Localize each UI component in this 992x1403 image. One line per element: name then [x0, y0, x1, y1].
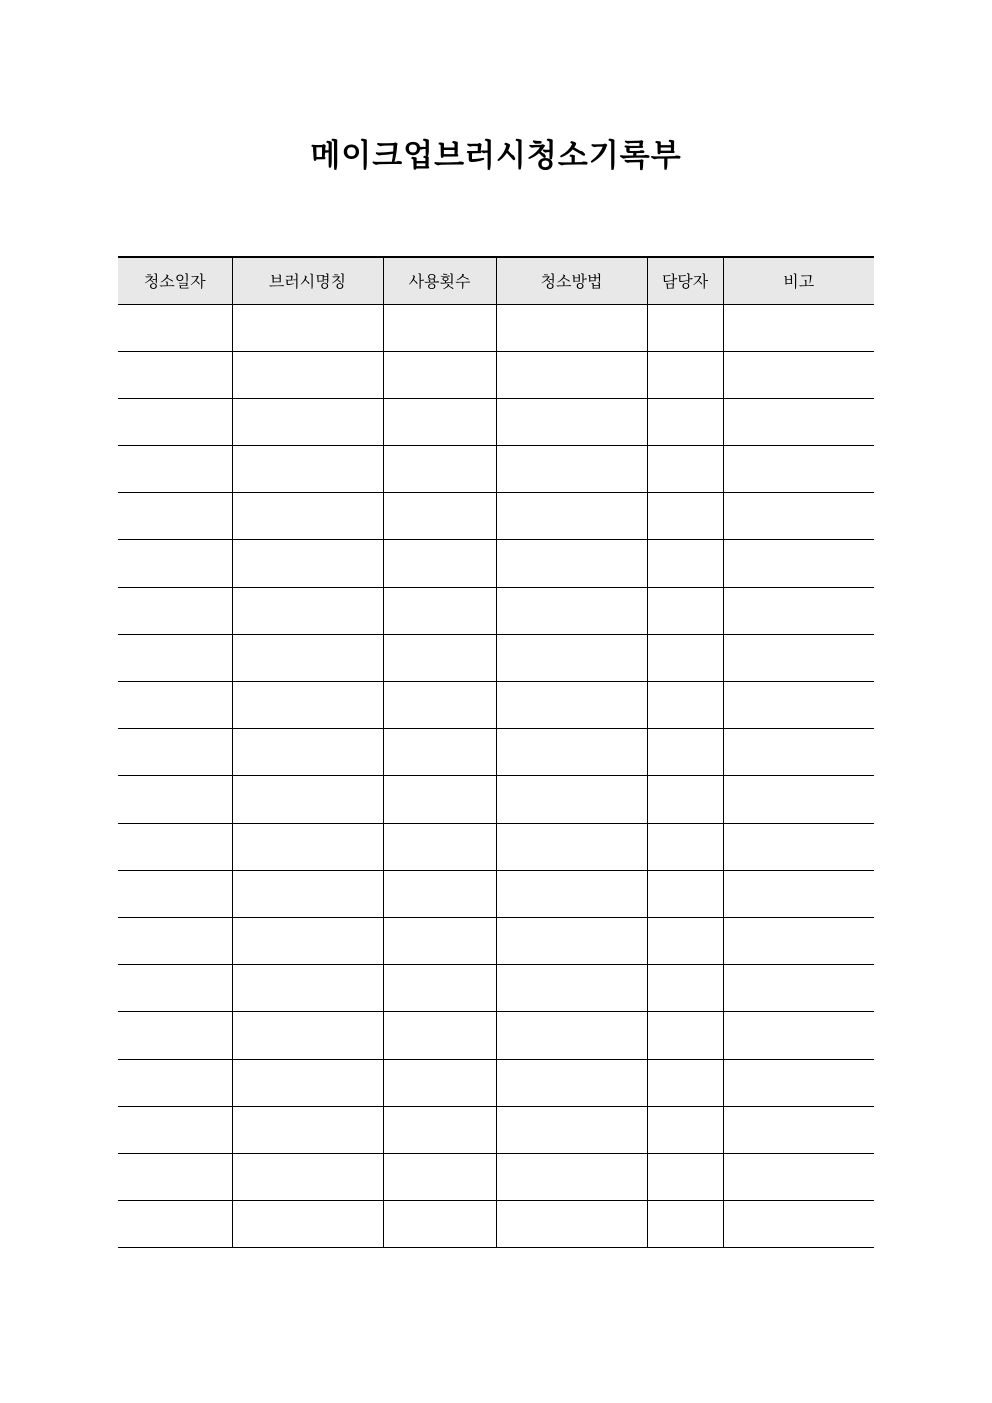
table-row [118, 1201, 874, 1248]
table-row [118, 493, 874, 540]
cleaning-date-cell[interactable] [118, 682, 232, 729]
table-row [118, 965, 874, 1012]
cleaning-method-cell[interactable] [496, 587, 647, 634]
brush-name-cell[interactable] [232, 446, 383, 493]
person-in-charge-cell[interactable] [647, 682, 723, 729]
usage-count-cell[interactable] [383, 965, 496, 1012]
usage-count-cell[interactable] [383, 682, 496, 729]
brush-name-cell[interactable] [232, 587, 383, 634]
remarks-cell[interactable] [723, 634, 874, 681]
table-row [118, 1106, 874, 1153]
remarks-cell[interactable] [723, 1012, 874, 1059]
brush-name-cell[interactable] [232, 823, 383, 870]
brush-name-cell[interactable] [232, 1153, 383, 1200]
brush-name-cell[interactable] [232, 1201, 383, 1248]
header-cleaning-method: 청소방법 [496, 257, 647, 304]
usage-count-cell[interactable] [383, 398, 496, 445]
usage-count-cell[interactable] [383, 351, 496, 398]
person-in-charge-cell[interactable] [647, 1201, 723, 1248]
person-in-charge-cell[interactable] [647, 634, 723, 681]
cleaning-method-cell[interactable] [496, 1059, 647, 1106]
person-in-charge-cell[interactable] [647, 493, 723, 540]
remarks-cell[interactable] [723, 493, 874, 540]
remarks-cell[interactable] [723, 351, 874, 398]
person-in-charge-cell[interactable] [647, 304, 723, 351]
cleaning-date-cell[interactable] [118, 634, 232, 681]
brush-name-cell[interactable] [232, 493, 383, 540]
cleaning-date-cell[interactable] [118, 917, 232, 964]
remarks-cell[interactable] [723, 304, 874, 351]
cleaning-date-cell[interactable] [118, 823, 232, 870]
cleaning-method-cell[interactable] [496, 540, 647, 587]
cleaning-date-cell[interactable] [118, 776, 232, 823]
header-brush-name: 브러시명칭 [232, 257, 383, 304]
usage-count-cell[interactable] [383, 1153, 496, 1200]
cleaning-date-cell[interactable] [118, 1059, 232, 1106]
brush-name-cell[interactable] [232, 1059, 383, 1106]
cleaning-method-cell[interactable] [496, 1201, 647, 1248]
table-row [118, 446, 874, 493]
header-usage-count: 사용횟수 [383, 257, 496, 304]
person-in-charge-cell[interactable] [647, 1012, 723, 1059]
table-row [118, 682, 874, 729]
table-row [118, 870, 874, 917]
brush-name-cell[interactable] [232, 540, 383, 587]
brush-name-cell[interactable] [232, 776, 383, 823]
usage-count-cell[interactable] [383, 917, 496, 964]
table-row [118, 634, 874, 681]
cleaning-method-cell[interactable] [496, 1012, 647, 1059]
usage-count-cell[interactable] [383, 634, 496, 681]
cleaning-method-cell[interactable] [496, 304, 647, 351]
page-title: 메이크업브러시청소기록부 [310, 138, 682, 174]
table-row [118, 540, 874, 587]
usage-count-cell[interactable] [383, 729, 496, 776]
person-in-charge-cell[interactable] [647, 1059, 723, 1106]
cleaning-date-cell[interactable] [118, 398, 232, 445]
brush-name-cell[interactable] [232, 682, 383, 729]
person-in-charge-cell[interactable] [647, 870, 723, 917]
usage-count-cell[interactable] [383, 304, 496, 351]
usage-count-cell[interactable] [383, 1059, 496, 1106]
table-row [118, 351, 874, 398]
cleaning-date-cell[interactable] [118, 1153, 232, 1200]
remarks-cell[interactable] [723, 1059, 874, 1106]
usage-count-cell[interactable] [383, 1201, 496, 1248]
table-row [118, 304, 874, 351]
usage-count-cell[interactable] [383, 776, 496, 823]
cleaning-method-cell[interactable] [496, 823, 647, 870]
cleaning-method-cell[interactable] [496, 729, 647, 776]
cleaning-date-cell[interactable] [118, 729, 232, 776]
remarks-cell[interactable] [723, 398, 874, 445]
person-in-charge-cell[interactable] [647, 446, 723, 493]
table-row [118, 398, 874, 445]
cleaning-date-cell[interactable] [118, 965, 232, 1012]
table-row [118, 1059, 874, 1106]
person-in-charge-cell[interactable] [647, 351, 723, 398]
cleaning-date-cell[interactable] [118, 1012, 232, 1059]
brush-name-cell[interactable] [232, 729, 383, 776]
usage-count-cell[interactable] [383, 493, 496, 540]
cleaning-date-cell[interactable] [118, 1201, 232, 1248]
usage-count-cell[interactable] [383, 823, 496, 870]
brush-name-cell[interactable] [232, 870, 383, 917]
person-in-charge-cell[interactable] [647, 398, 723, 445]
cleaning-method-cell[interactable] [496, 493, 647, 540]
brush-name-cell[interactable] [232, 351, 383, 398]
remarks-cell[interactable] [723, 540, 874, 587]
cleaning-method-cell[interactable] [496, 1153, 647, 1200]
cleaning-date-cell[interactable] [118, 351, 232, 398]
header-cleaning-date: 청소일자 [118, 257, 232, 304]
remarks-cell[interactable] [723, 965, 874, 1012]
usage-count-cell[interactable] [383, 587, 496, 634]
table-row [118, 587, 874, 634]
cleaning-record-table [118, 256, 874, 1248]
table-row [118, 729, 874, 776]
usage-count-cell[interactable] [383, 870, 496, 917]
remarks-cell[interactable] [723, 729, 874, 776]
usage-count-cell[interactable] [383, 1012, 496, 1059]
header-person-in-charge: 담당자 [647, 257, 723, 304]
cleaning-method-cell[interactable] [496, 682, 647, 729]
table-body [118, 304, 874, 1248]
brush-name-cell[interactable] [232, 1106, 383, 1153]
brush-name-cell[interactable] [232, 965, 383, 1012]
brush-name-cell[interactable] [232, 398, 383, 445]
person-in-charge-cell[interactable] [647, 587, 723, 634]
remarks-cell[interactable] [723, 1201, 874, 1248]
person-in-charge-cell[interactable] [647, 823, 723, 870]
person-in-charge-cell[interactable] [647, 965, 723, 1012]
person-in-charge-cell[interactable] [647, 1106, 723, 1153]
cleaning-date-cell[interactable] [118, 493, 232, 540]
usage-count-cell[interactable] [383, 446, 496, 493]
cleaning-date-cell[interactable] [118, 587, 232, 634]
cleaning-method-cell[interactable] [496, 351, 647, 398]
cleaning-date-cell[interactable] [118, 540, 232, 587]
brush-name-cell[interactable] [232, 634, 383, 681]
person-in-charge-cell[interactable] [647, 776, 723, 823]
usage-count-cell[interactable] [383, 540, 496, 587]
person-in-charge-cell[interactable] [647, 729, 723, 776]
remarks-cell[interactable] [723, 870, 874, 917]
cleaning-date-cell[interactable] [118, 446, 232, 493]
cleaning-date-cell[interactable] [118, 1106, 232, 1153]
cleaning-date-cell[interactable] [118, 870, 232, 917]
remarks-cell[interactable] [723, 587, 874, 634]
remarks-cell[interactable] [723, 823, 874, 870]
brush-name-cell[interactable] [232, 304, 383, 351]
cleaning-method-cell[interactable] [496, 446, 647, 493]
brush-name-cell[interactable] [232, 1012, 383, 1059]
brush-name-cell[interactable] [232, 917, 383, 964]
cleaning-method-cell[interactable] [496, 1106, 647, 1153]
cleaning-method-cell[interactable] [496, 776, 647, 823]
table-row [118, 776, 874, 823]
header-remarks: 비고 [723, 257, 874, 304]
person-in-charge-cell[interactable] [647, 917, 723, 964]
remarks-cell[interactable] [723, 682, 874, 729]
usage-count-cell[interactable] [383, 1106, 496, 1153]
table-row [118, 1012, 874, 1059]
cleaning-date-cell[interactable] [118, 304, 232, 351]
table-row [118, 1153, 874, 1200]
remarks-cell[interactable] [723, 446, 874, 493]
person-in-charge-cell[interactable] [647, 540, 723, 587]
cleaning-method-cell[interactable] [496, 965, 647, 1012]
remarks-cell[interactable] [723, 1153, 874, 1200]
table-header-row [118, 257, 874, 304]
cleaning-method-cell[interactable] [496, 634, 647, 681]
cleaning-method-cell[interactable] [496, 870, 647, 917]
cleaning-method-cell[interactable] [496, 398, 647, 445]
remarks-cell[interactable] [723, 1106, 874, 1153]
table-row [118, 917, 874, 964]
remarks-cell[interactable] [723, 776, 874, 823]
cleaning-method-cell[interactable] [496, 917, 647, 964]
table-row [118, 823, 874, 870]
person-in-charge-cell[interactable] [647, 1153, 723, 1200]
remarks-cell[interactable] [723, 917, 874, 964]
